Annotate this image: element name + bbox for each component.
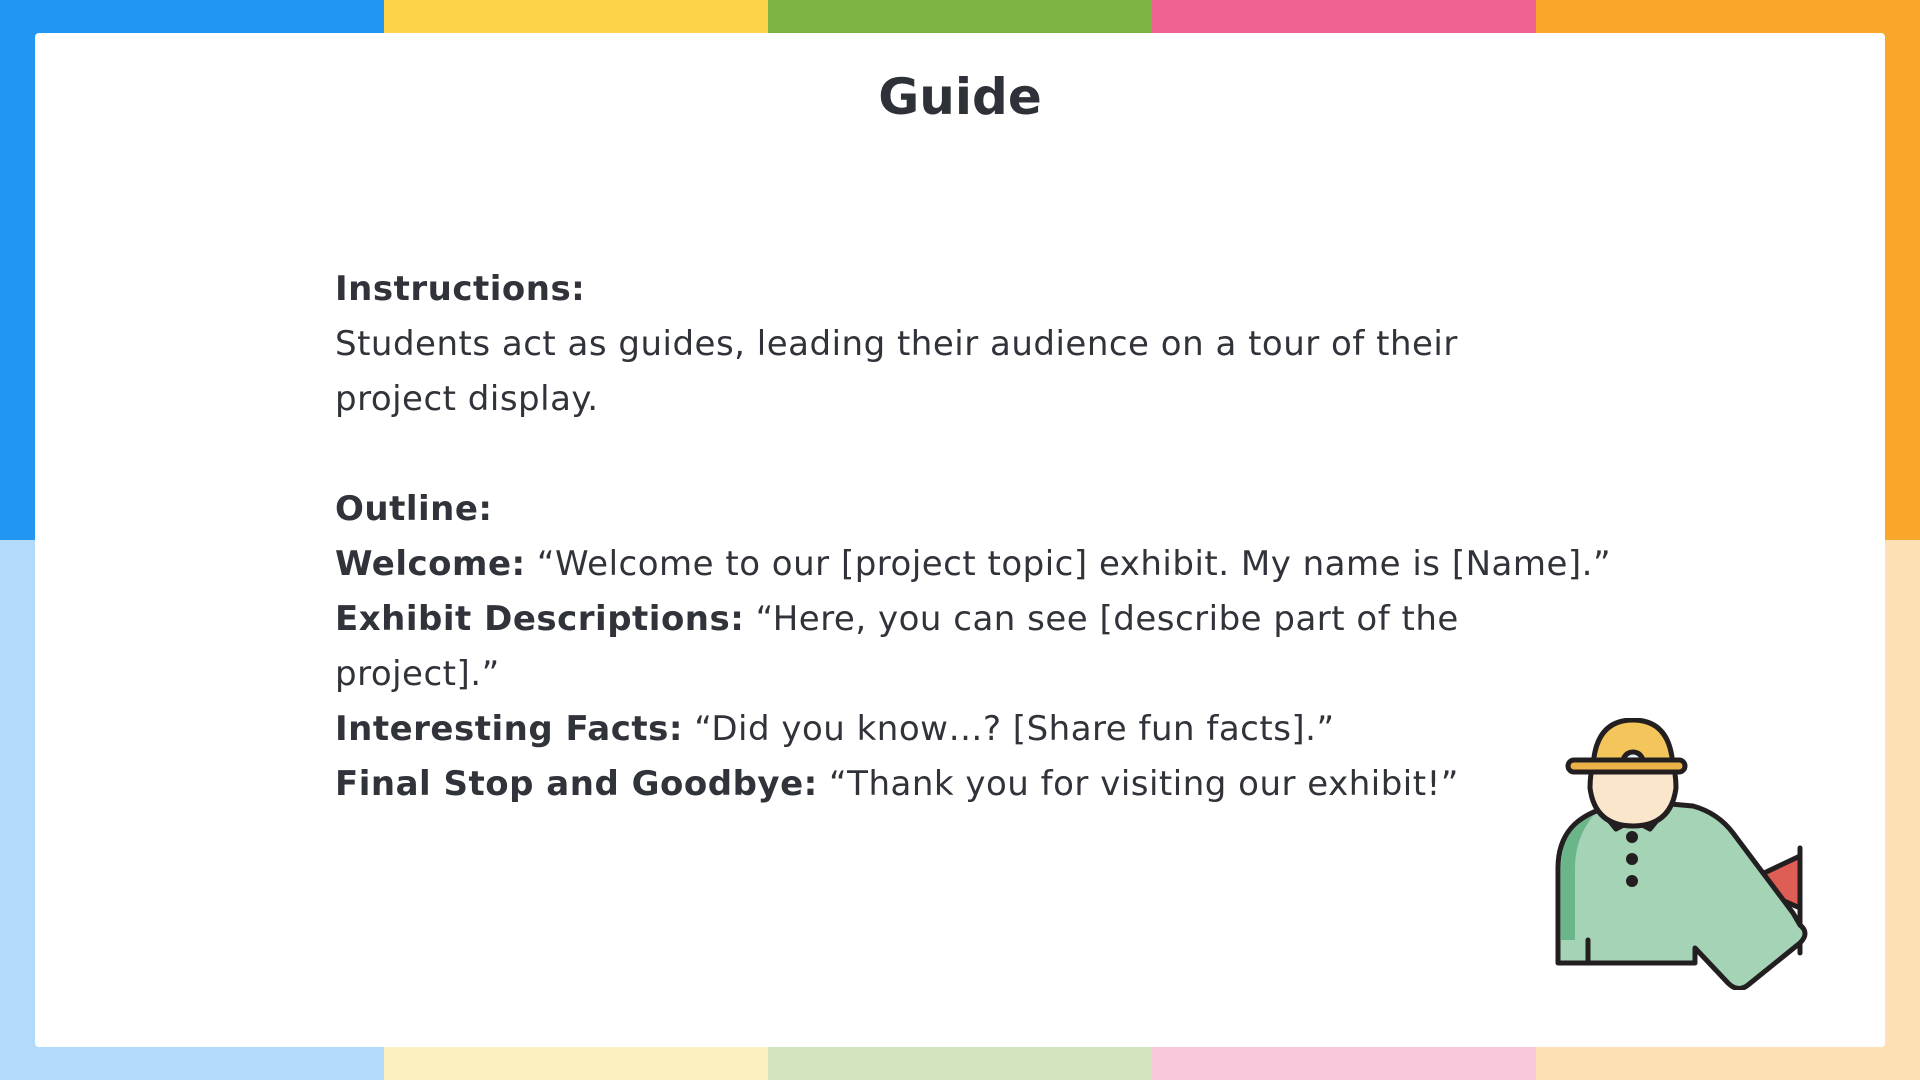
instructions-heading: Instructions: bbox=[335, 269, 586, 309]
outline-item-welcome: Welcome: “Welcome to our [project topic] exhibit. My name is [Name].” bbox=[335, 544, 1612, 584]
outline-item-interesting-facts: Interesting Facts: “Did you know…? [Share fun facts].” bbox=[335, 709, 1335, 749]
instructions-text: Students act as guides, leading their audience on a tour of their project display. bbox=[335, 324, 1458, 419]
tour-guide-with-flag-icon bbox=[1553, 718, 1815, 990]
outline-heading: Outline: bbox=[335, 489, 493, 529]
outline-item-final-stop: Final Stop and Goodbye: “Thank you for visiting our exhibit!” bbox=[335, 764, 1459, 804]
outline-item-exhibit-descriptions: Exhibit Descriptions: “Here, you can see [describe part of the project].” bbox=[335, 599, 1459, 694]
guide-content bbox=[335, 262, 1635, 812]
page-title: Guide bbox=[878, 68, 1042, 126]
